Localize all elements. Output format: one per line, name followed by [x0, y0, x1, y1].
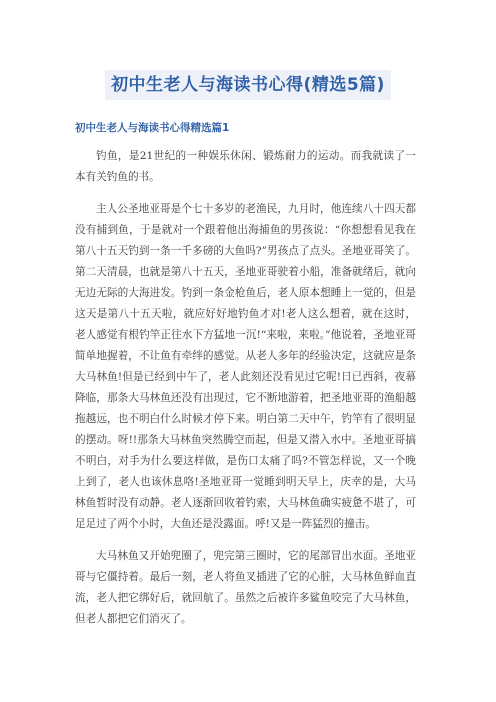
paragraph: 钓鱼，是21世纪的一种娱乐休闲、锻炼耐力的运动。而我就读了一本有关钓鱼的书。: [75, 150, 416, 183]
paragraph: 主人公圣地亚哥是个七十多岁的老渔民，九月时，他连续八十四天都没有捕到鱼，于是就对一个跟着他出海捕鱼的男孩说：“你想想看见我在第八十五天钓到一条一千多磅的大鱼吗?”男孩点了点头。圣地亚哥笑了。第二天清晨，也就是第八十五天，圣地亚哥驶着小船，准备就绪后，就向无边无际的大海进发。钓到一条金枪鱼后，老人原本想睡上一觉的，但是这天是第八十五天啦，就应好好地钓鱼才对!老人这么想着，就在这时，老人感觉有根钓竿正往水下方猛地一沉!“来啦，来啦。”他说着，圣地亚哥简单地握着，不让鱼有牵绊的感觉。从老人多年的经验决定，这就应是条大马林鱼!但是已经到中午了，老人此刻还没看见过它呢!日已西斜，夜幕降临，那条大马林鱼还没有出现过，它不断地游着，把圣地亚哥的渔船越拖越远，也不明白什么时候才停下来。明白第二天中午，钓竿有了很明显的摆动。呀!!那条大马林鱼突然腾空而起，但是又潜入水中。圣地亚哥搞不明白，对手为什么要这样做，是伤口太痛了吗?不管怎样说，又一个晚上到了，老人也该休息咯!圣地亚哥一觉睡到明天早上，庆幸的是，大马林鱼暂时没有动静。老人逐渐回收着钓索，大马林鱼确实疲惫不堪了，可足足过了两个小时，大鱼还是没露面。呼!又是一阵猛烈的撞击。: [75, 203, 416, 530]
article-body: [75, 146, 416, 641]
document-title: 初中生老人与海读书心得(精选5篇): [105, 70, 391, 100]
paragraph: 大马林鱼又开始兜圈了，兜完第三圈时，它的尾部冒出水面。圣地亚哥与它僵持着。最后一刻，老人将鱼叉插进了它的心脏，大马林鱼鲜血直流，老人把它绑好后，就回航了。虽然之后被许多鲨鱼咬完了大马林鱼，但老人都把它们消灭了。: [75, 550, 416, 625]
title-bar: [0, 70, 496, 100]
section-heading: 初中生老人与海读书心得精选篇1: [75, 122, 230, 134]
